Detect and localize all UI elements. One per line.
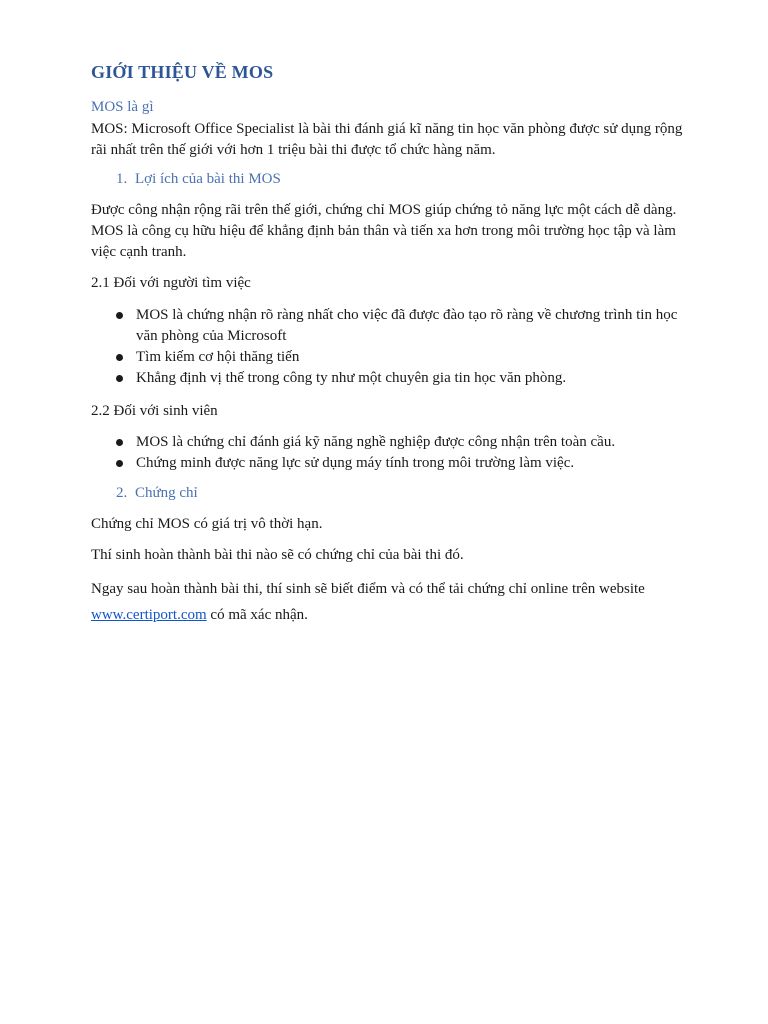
list-item: MOS là chứng nhận rõ ràng nhất cho việc đã được đào tạo rõ ràng về chương trình tin học văn phòng của Microsoft (116, 305, 686, 347)
bullet-icon (116, 439, 123, 446)
list-item: Khẳng định vị thế trong công ty như một chuyên gia tin học văn phòng. (116, 368, 686, 389)
subsection-2-1-list (116, 305, 686, 389)
section-2-title: Chứng chỉ (135, 485, 198, 501)
section-1-title: Lợi ích của bài thi MOS (135, 171, 281, 187)
subsection-2-2-heading: 2.2 Đối với sinh viên (91, 403, 218, 419)
bullet-icon (116, 312, 123, 319)
subtitle-mos-la-gi: MOS là gì (91, 99, 154, 115)
section-2-heading (116, 485, 198, 502)
section-2-number: 2. (116, 485, 128, 501)
list-item: Tìm kiếm cơ hội thăng tiến (116, 347, 686, 368)
section-1-body: Được công nhận rộng rãi trên thế giới, chứng chỉ MOS giúp chứng tỏ năng lực một cách dễ dàng. MOS là công cụ hữu hiệu để khẳng định bản thân và tiến xa hơn trong môi trường học tập và làm việc cạnh tranh. (91, 202, 677, 260)
subsection-2-1-heading: 2.1 Đối với người tìm việc (91, 275, 251, 291)
bullet-icon (116, 460, 123, 467)
bullet-icon (116, 354, 123, 361)
section-1-heading (116, 171, 281, 188)
intro-paragraph: MOS: Microsoft Office Specialist là bài thi đánh giá kĩ năng tin học văn phòng được sử dụng rộng rãi nhất trên thế giới với hơn 1 triệu bài thi được tổ chức hàng năm. (91, 121, 683, 158)
section-1-number: 1. (116, 171, 128, 187)
subsection-2-2-list (116, 432, 686, 474)
certiport-link[interactable]: www.certiport.com (91, 607, 207, 623)
section-2-paragraph-1: Chứng chỉ MOS có giá trị vô thời hạn. (91, 516, 323, 532)
page-title: GIỚI THIỆU VỀ MOS (91, 62, 274, 82)
bullet-icon (116, 375, 123, 382)
section-2-paragraph-3: Ngay sau hoàn thành bài thi, thí sinh sẽ biết điểm và có thể tải chứng chỉ online trên website www.certiport.com có mã xác nhận. (91, 581, 645, 623)
list-item: MOS là chứng chỉ đánh giá kỹ năng nghề nghiệp được công nhận trên toàn cầu. (116, 432, 686, 453)
list-item: Chứng minh được năng lực sử dụng máy tính trong môi trường làm việc. (116, 453, 686, 474)
section-2-paragraph-2: Thí sinh hoàn thành bài thi nào sẽ có chứng chỉ của bài thi đó. (91, 547, 464, 563)
